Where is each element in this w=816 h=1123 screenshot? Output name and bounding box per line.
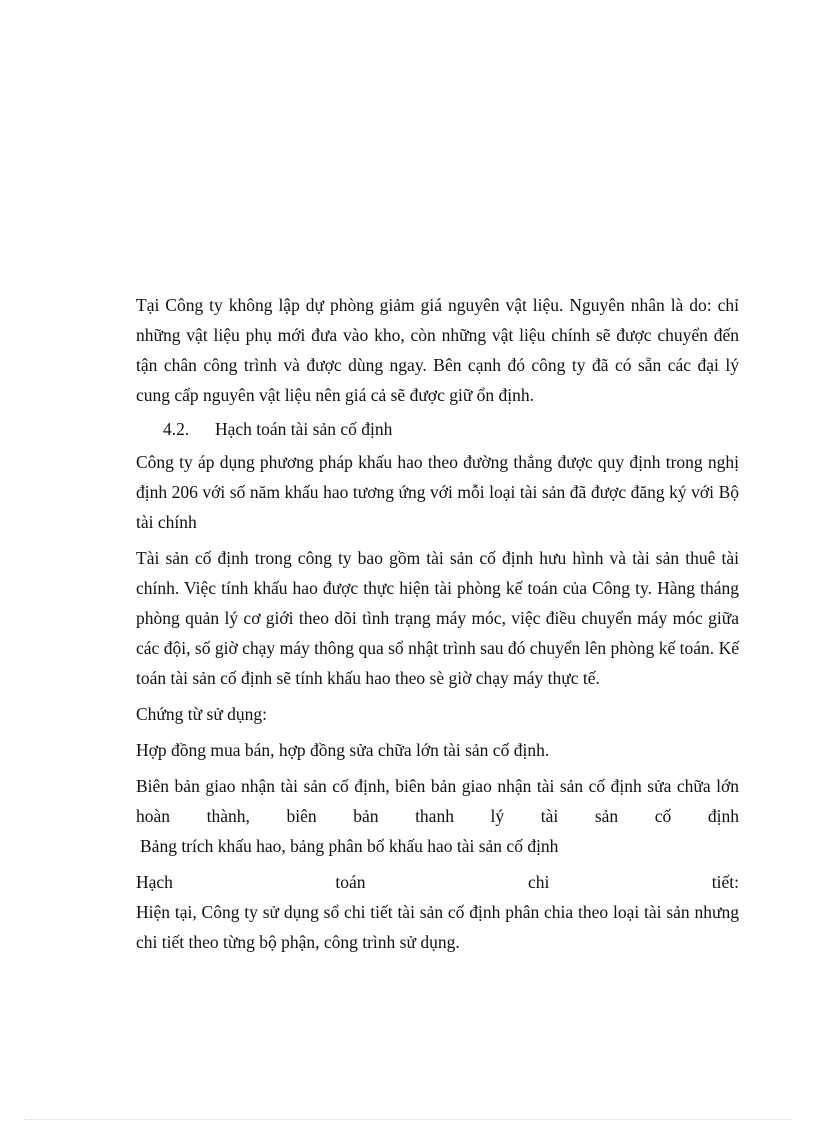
paragraph-depreciation-method: Công ty áp dụng phương pháp khấu hao theo đường thẳng được quy định trong nghị định 206 với số năm khấu hao tương ứng với mỗi loại tài sản đã được đăng ký với Bộ tài chính	[136, 452, 739, 532]
paragraph-depreciation-tables: Bảng trích khấu hao, bảng phân bổ khấu hao tài sản cố định	[140, 836, 559, 856]
paragraph-material-provision: Tại Công ty không lập dự phòng giảm giá nguyên vật liệu. Nguyên nhân là do: chỉ những vật liệu phụ mới đưa vào kho, còn những vật liệu chính sẽ được chuyển đến tận chân công trình và được dùng ngay. Bên cạnh đó công ty đã có sẵn các đại lý cung cấp nguyên vật liệu nên giá cả sẽ được giữ ổn định.	[136, 295, 739, 405]
paragraph-fixed-assets-description: Tài sản cố định trong công ty bao gồm tài sản cố định hưu hình và tài sản thuê tài chính. Việc tính khấu hao được thực hiện tài phòng kế toán của Công ty. Hàng tháng phòng quản lý cơ giới theo dõi tình trạng máy móc, việc điều chuyển máy móc giữa các đội, số giờ chạy máy thông qua sổ nhật trình sau đó chuyển lên phòng kế toán. Kế toán tài sản cố định sẽ tính khấu hao theo sè giờ chạy máy thực tế.	[136, 548, 739, 688]
page-bottom-divider	[24, 1119, 792, 1120]
paragraph-detailed-accounting-label: Hạch toán chi tiết:	[136, 872, 739, 892]
paragraph-documents-used-label: Chứng từ sử dụng:	[136, 704, 268, 724]
paragraph-handover-minutes: Biên bản giao nhận tài sản cố định, biên bản giao nhận tài sản cố định sửa chữa lớn hoàn thành, biên bản thanh lý tài sản cố định	[136, 776, 739, 826]
section-heading	[136, 414, 739, 444]
section-number: 4.2.	[163, 419, 190, 439]
paragraph-contracts: Hợp đồng mua bán, hợp đồng sửa chữa lớn tài sản cố định.	[136, 740, 550, 760]
document-body	[136, 290, 739, 957]
paragraph-detail-ledger: Hiện tại, Công ty sử dụng sổ chi tiết tài sản cố định phân chia theo loại tài sản nhưng chi tiết theo từng bộ phận, công trình sử dụng.	[136, 902, 739, 952]
section-title: Hạch toán tài sản cố định	[215, 419, 393, 439]
